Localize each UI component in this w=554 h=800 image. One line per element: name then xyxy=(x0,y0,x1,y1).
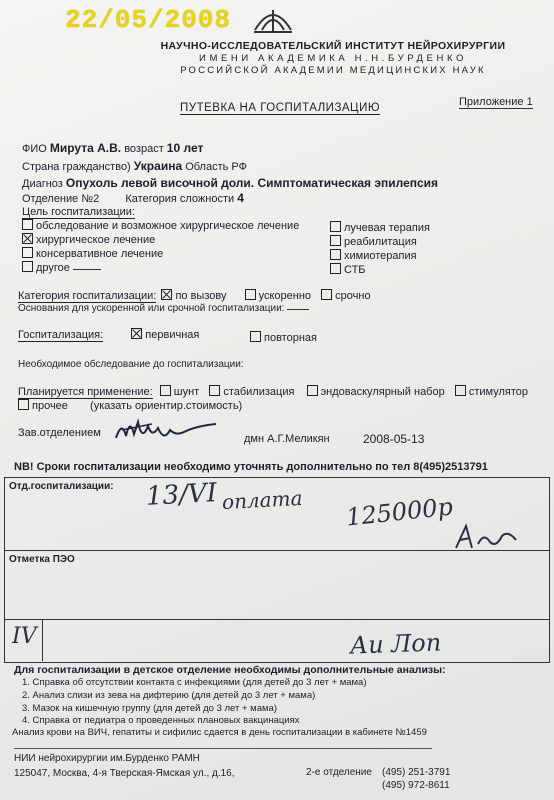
checkbox[interactable] xyxy=(307,385,318,396)
checkbox[interactable] xyxy=(330,263,341,274)
checkbox[interactable] xyxy=(330,235,341,246)
footer-org: НИИ нейрохирургии им.Бурденко РАМН xyxy=(14,753,200,764)
handwritten-roman-numeral: IV xyxy=(12,624,37,649)
purpose-option-surgery[interactable]: хирургическое лечение xyxy=(22,233,155,246)
checkbox-checked[interactable] xyxy=(131,328,142,339)
nb-note: NB! Сроки госпитализации необходимо уточнять дополнительно по тел 8(495)2513791 xyxy=(14,461,488,473)
diagnosis-row: Диагноз Опухоль левой височной доли. Симптоматическая эпилепсия xyxy=(22,176,439,190)
patient-country-row: Страна гражданство) Украина Область РФ xyxy=(22,159,247,173)
child-requirement-3: 3. Мазок на кишечную группу (для детей до 3 лет + мама) xyxy=(22,703,277,714)
footer-phone-1: (495) 251-3791 xyxy=(382,767,451,778)
checkbox[interactable] xyxy=(22,219,33,230)
signature-scribble xyxy=(112,412,222,455)
blood-test-note: Анализ крови на ВИЧ, гепатиты и сифилис сдается в день госпитализации в кабинете №1459 xyxy=(12,727,427,738)
diagnosis-value: Опухоль левой височной доли. Симптоматическая эпилепсия xyxy=(65,176,439,190)
signer-name: дмн А.Г.Меликян xyxy=(244,433,330,445)
checkbox[interactable] xyxy=(321,289,332,300)
purpose-option-exam[interactable]: обследование и возможное хирургическое лечение xyxy=(22,219,299,232)
purpose-option-chemo[interactable]: химиотерапия xyxy=(330,249,417,262)
department-row: Отделение №2 Категория сложности 4 xyxy=(22,191,244,205)
footer-address: 125047, Москва, 4-я Тверская-Ямская ул., д.16, xyxy=(14,768,235,779)
hospitalization-row: Госпитализация: первичная xyxy=(18,329,200,341)
checkbox[interactable] xyxy=(18,399,29,410)
checkbox-checked[interactable] xyxy=(22,233,33,244)
checkbox[interactable] xyxy=(330,221,341,232)
institute-name-line-3: РОССИЙСКОЙ АКАДЕМИИ МЕДИЦИНСКИХ НАУК xyxy=(180,65,486,76)
checkbox[interactable] xyxy=(22,261,33,272)
hospitalization-repeat-option[interactable]: повторная xyxy=(250,331,317,344)
handwritten-amount: 125000р xyxy=(344,492,455,532)
checkbox[interactable] xyxy=(245,289,256,300)
purpose-option-stb[interactable]: СТБ xyxy=(330,263,366,276)
exam-label: Необходимое обследование до госпитализации: xyxy=(18,359,244,370)
purpose-option-other[interactable]: другое xyxy=(22,261,101,274)
child-requirement-1: 1. Справка об отсутствии контакта с инфекциями (для детей до 3 лет + мама) xyxy=(22,677,367,688)
checkbox[interactable] xyxy=(22,247,33,258)
institute-name-line-2: ИМЕНИ АКАДЕМИКА Н.Н.БУРДЕНКО xyxy=(199,53,467,64)
bottom-box xyxy=(4,619,550,663)
head-of-department-label: Зав.отделением xyxy=(18,427,101,439)
patient-name-row: ФИО Мирута А.В. возраст 10 лет xyxy=(22,141,204,155)
handwritten-note: Аи Лоп xyxy=(349,628,442,660)
checkbox[interactable] xyxy=(455,385,466,396)
complexity-value: 4 xyxy=(237,191,244,205)
handwritten-date: 13/VI xyxy=(145,478,218,512)
footer-department: 2-е отделение xyxy=(306,767,372,778)
checkbox[interactable] xyxy=(160,385,171,396)
purpose-option-radiation[interactable]: лучевая терапия xyxy=(330,221,430,234)
checkbox-checked[interactable] xyxy=(161,289,172,300)
checkbox[interactable] xyxy=(209,385,220,396)
child-requirement-4: 4. Справка от педиатра о проведенных плановых вакцинациях xyxy=(22,715,300,726)
category-grounds-row: Основания для ускоренной или срочной госпитализации: xyxy=(18,303,309,314)
purpose-option-conservative[interactable]: консервативное лечение xyxy=(22,247,163,260)
child-requirement-2: 2. Анализ слизи из зева на дифтерию (для детей до 3 лет + мама) xyxy=(22,690,316,701)
checkbox[interactable] xyxy=(250,331,261,342)
patient-age: 10 лет xyxy=(166,141,204,155)
planned-row: Планируется применение: шунт стабилизация эндоваскулярный набор стимулятор xyxy=(18,386,529,398)
child-section-heading: Для госпитализации в детское отделение необходимы дополнительные анализы: xyxy=(14,664,446,676)
checkbox[interactable] xyxy=(330,249,341,260)
handwritten-payment: оплата xyxy=(221,485,304,515)
appendix-label: Приложение 1 xyxy=(459,96,533,108)
document-title: ПУТЕВКА НА ГОСПИТАЛИЗАЦИЮ xyxy=(180,102,380,114)
patient-country: Украина xyxy=(133,159,183,173)
category-row: Категория госпитализации: по вызову ускоренно срочно xyxy=(18,290,371,302)
institute-name-line-1: НАУЧНО-ИССЛЕДОВАТЕЛЬСКИЙ ИНСТИТУТ НЕЙРОХИРУРГИИ xyxy=(160,40,506,52)
peo-box: Отметка ПЭО xyxy=(4,550,550,620)
date-stamp: 22/05/2008 xyxy=(64,5,232,35)
footer-divider xyxy=(14,748,432,749)
department-box: Отд.госпитализации: xyxy=(4,477,550,551)
planned-other-row: прочее (указать ориентир.стоимость) xyxy=(18,399,242,412)
purpose-option-rehab[interactable]: реабилитация xyxy=(330,235,417,248)
signature-date: 2008-05-13 xyxy=(363,432,425,446)
footer-phone-2: (495) 972-8611 xyxy=(382,780,450,791)
patient-name: Мирута А.В. xyxy=(49,141,122,155)
institute-logo-icon xyxy=(252,4,294,41)
purpose-label: Цель госпитализации: xyxy=(22,206,135,218)
